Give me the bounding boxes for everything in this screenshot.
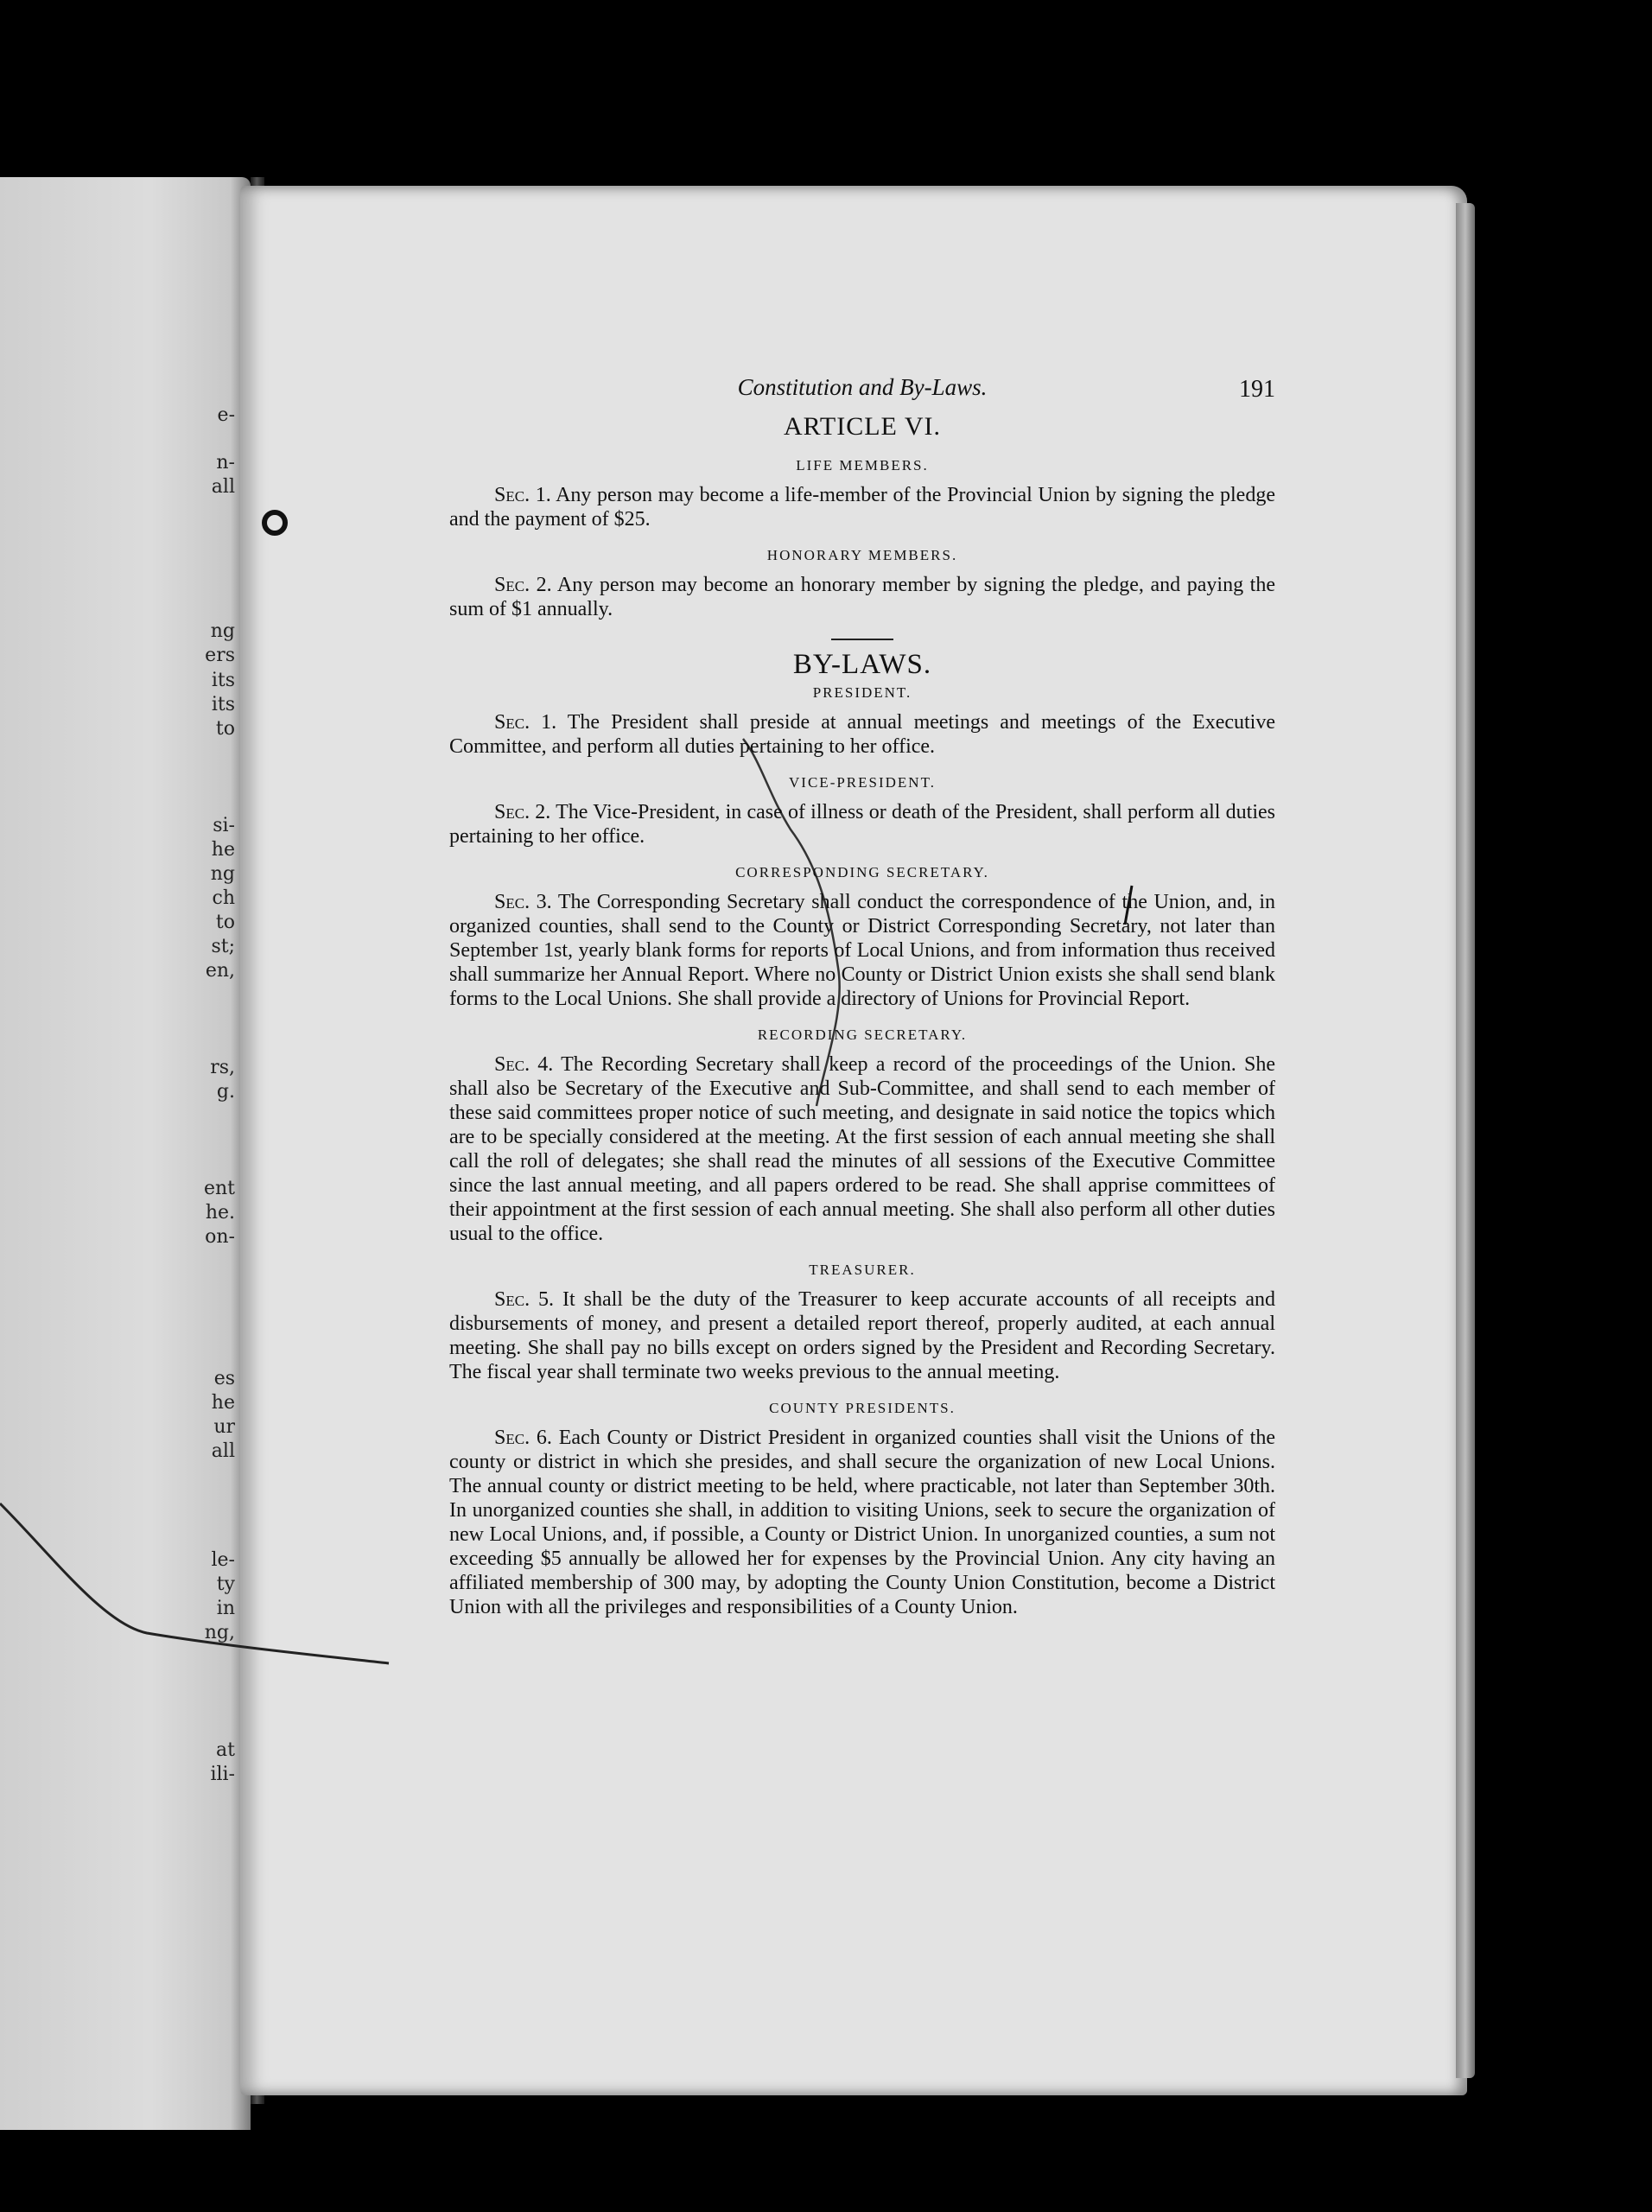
section-paragraph — [449, 573, 1275, 621]
section-paragraph — [449, 483, 1275, 531]
left-fragment: ng — [210, 863, 235, 885]
left-fragment: its — [211, 694, 235, 715]
left-fragment: ers — [205, 645, 235, 666]
section-label: Sec. 3. — [494, 891, 552, 913]
left-fragment: ng, — [204, 1622, 235, 1643]
section-heading: TREASURER. — [809, 1262, 916, 1278]
section-paragraph — [449, 1287, 1275, 1384]
left-fragment: he — [211, 839, 235, 861]
section-text: Any person may become an honorary member by signing the pledge, and paying the sum of $1 annually. — [449, 574, 1275, 620]
section-label: Sec. 1. — [494, 484, 551, 506]
section-paragraph — [449, 710, 1275, 759]
left-fragment: he — [211, 1392, 235, 1414]
section-paragraph — [449, 1426, 1275, 1619]
left-fragment: he. — [205, 1202, 235, 1224]
left-fragment: ili- — [210, 1764, 235, 1785]
page-edge — [1456, 203, 1475, 2078]
left-fragment: its — [211, 670, 235, 691]
running-title: Constitution and By-Laws. — [737, 374, 988, 400]
left-fragment: at — [216, 1739, 235, 1761]
left-fragment: to — [215, 718, 235, 740]
left-fragment: n- — [216, 452, 235, 474]
section-heading: PRESIDENT. — [812, 684, 912, 701]
left-fragment: ur — [213, 1416, 235, 1438]
section-text: The Recording Secretary shall keep a record of the proceedings of the Union. She shall also be Secretary of the Executive and Sub-Committee, and shall send to each member of these said committees proper notice of such meeting, and designate in said notice the topics which are to be specially considered at the meeting. At the first session of each annual meeting she shall call the roll of delegates; she shall read the minutes of all sessions of the Executive Committee since the last annual meeting, and all papers ordered to be read. She shall apprise committees of their appointment at the first session of each annual meeting. She shall also perform all other duties usual to the office. — [449, 1053, 1275, 1245]
page-text — [449, 367, 1275, 1619]
left-fragment: on- — [205, 1226, 235, 1248]
section-heading: LIFE MEMBERS. — [796, 457, 929, 474]
section-label: Sec. 1. — [494, 711, 557, 734]
divider — [831, 639, 893, 640]
left-fragment: si- — [213, 815, 235, 836]
left-fragment: in — [216, 1598, 235, 1619]
left-fragment: ty — [216, 1573, 235, 1595]
left-fragment: rs, — [210, 1057, 235, 1078]
section-text: It shall be the duty of the Treasurer to keep accurate accounts of all receipts and disbursements of money, and present a detailed report thereof, properly audited, at each annual meeting. She shall pay no bills except on orders signed by the President and Recording Secretary. The fiscal year shall terminate two weeks previous to the annual meeting. — [449, 1288, 1275, 1383]
running-head — [449, 367, 1275, 410]
bylaws-title: BY-LAWS. — [792, 649, 932, 680]
section-text: The Vice-President, in case of illness or death of the President, shall perform all duties pertaining to her office. — [449, 801, 1276, 848]
section-text: The President shall preside at annual meetings and meetings of the Executive Committee, and perform all duties pertaining to her office. — [449, 711, 1275, 758]
left-facing-page — [0, 177, 251, 2130]
section-label: Sec. 5. — [494, 1288, 555, 1311]
section-heading: COUNTY PRESIDENTS. — [769, 1400, 956, 1416]
left-fragment: ent — [203, 1178, 235, 1199]
left-fragment: ng — [210, 620, 235, 642]
left-fragment: en, — [205, 960, 235, 982]
left-fragment: all — [211, 1440, 235, 1462]
page-number: 191 — [1239, 376, 1275, 403]
left-fragment: ch — [212, 887, 235, 909]
section-heading: VICE-PRESIDENT. — [789, 774, 936, 791]
left-fragment: es — [213, 1368, 235, 1389]
section-text: The Corresponding Secretary shall conduct the correspondence of the Union, and, in organized counties, shall send to the County or District Corresponding Secretary, not later than September 1st, yearly blank forms for reports of Local Unions, and from information thus received shall summarize her Annual Report. Where no County or District Union exists she shall send blank forms to the Local Unions. She shall provide a directory of Unions for Provincial Report. — [449, 891, 1275, 1010]
left-fragment: all — [211, 476, 235, 498]
section-heading: HONORARY MEMBERS. — [766, 547, 958, 563]
section-label: Sec. 4. — [494, 1053, 554, 1076]
left-fragment: le- — [211, 1549, 235, 1571]
section-text: Each County or District President in organized counties shall visit the Unions of the county or district in which she presides, and shall secure the organization of new Local Unions. The annual county or district meeting to be held, where practicable, not later than September 30th. In unorganized counties she shall, in addition to visiting Unions, seek to secure the organization of new Local Unions, and, if possible, a County or District Union. In unorganized counties, a sum not exceeding $5 annually be allowed her for expenses by the Provincial Union. Any city having an affiliated membership of 300 may, by adopting the County Union Constitution, become a District Union with all the privileges and responsibilities of a County Union. — [449, 1427, 1276, 1618]
section-text: Any person may become a life-member of the Provincial Union by signing the pledge and the payment of $25. — [449, 484, 1275, 531]
section-label: Sec. 6. — [494, 1427, 552, 1449]
left-fragment: g. — [216, 1081, 235, 1103]
left-fragment: to — [215, 912, 235, 933]
section-heading: CORRESPONDING SECRETARY. — [735, 864, 989, 880]
section-paragraph — [449, 800, 1275, 849]
left-fragment: st; — [211, 936, 235, 957]
section-paragraph — [449, 1052, 1275, 1246]
section-label: Sec. 2. — [494, 801, 551, 823]
article-title: ARTICLE VI. — [784, 412, 941, 441]
section-heading: RECORDING SECRETARY. — [757, 1027, 968, 1043]
section-label: Sec. 2. — [494, 574, 552, 596]
section-paragraph — [449, 890, 1275, 1011]
left-fragment: e- — [217, 404, 235, 426]
